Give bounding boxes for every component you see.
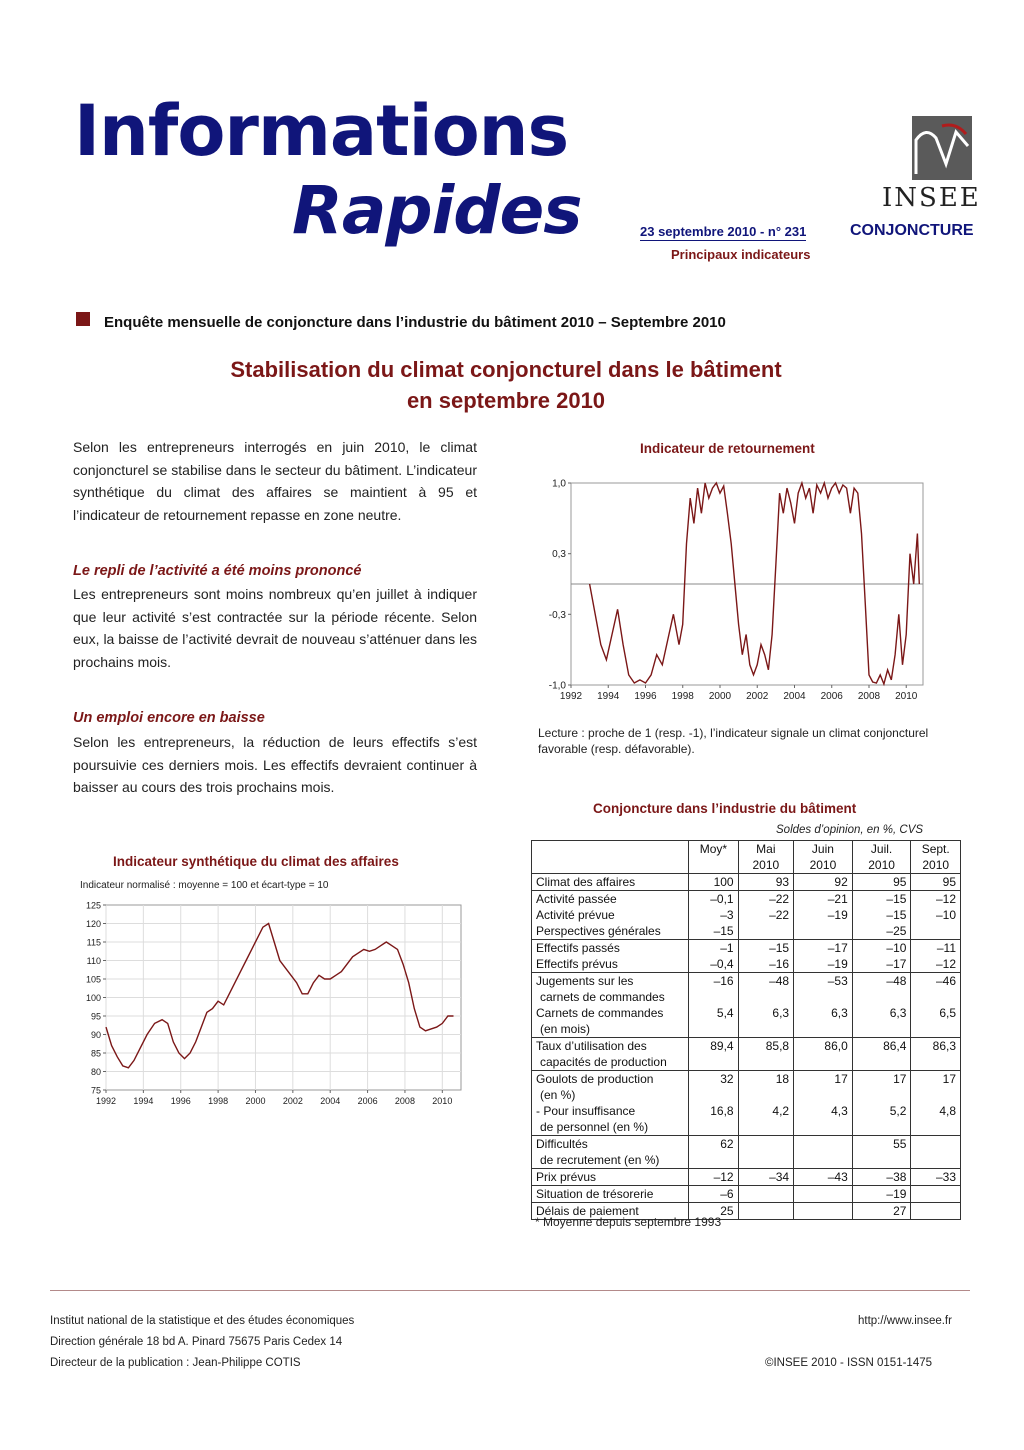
cell-value — [738, 1203, 794, 1220]
chart2-title: Indicateur synthétique du climat des affaires — [113, 854, 399, 869]
cell-value — [911, 1186, 961, 1203]
x-tick-label: 2006 — [357, 1096, 378, 1106]
column-header-year: 2010 — [752, 858, 780, 872]
y-tick-label: 115 — [86, 937, 101, 948]
cell-value: 5,2 — [852, 1103, 911, 1136]
cell-value: 92 — [794, 874, 853, 891]
cell-value: 55 — [852, 1136, 911, 1169]
cell-value: 4,2 — [738, 1103, 794, 1136]
y-tick-label: 95 — [90, 1011, 101, 1022]
row-label: Carnets de commandes (en mois) — [532, 1005, 689, 1038]
section1-paragraph: Les entrepreneurs sont moins nombreux qu’en juillet à indiquer que leur activité s’est contractée sur la période récente. Selon eux, la baisse de l’activité devrait de nouveau s’atténuer dans les prochains mois. — [73, 586, 477, 670]
table-row — [532, 1071, 961, 1104]
cell-value: –12 — [689, 1169, 738, 1186]
chart2-subtitle: Indicateur normalisé : moyenne = 100 et écart-type = 10 — [80, 880, 329, 891]
table-row — [532, 1186, 961, 1203]
issue-date: 23 septembre 2010 - n° 231 — [640, 224, 807, 239]
cell-value — [794, 1136, 853, 1169]
chart1-title: Indicateur de retournement — [640, 441, 815, 456]
y-tick-label: -0,3 — [548, 609, 566, 621]
cell-value: –22 — [738, 891, 794, 908]
org-name: INSEE — [882, 183, 981, 213]
x-tick-label: 2002 — [746, 691, 769, 702]
row-label: Activité passée — [532, 891, 689, 908]
cell-value: –19 — [794, 956, 853, 973]
table-footnote: * Moyenne depuis septembre 1993 — [535, 1215, 722, 1229]
x-tick-label: 2000 — [708, 691, 732, 702]
cell-value: 95 — [911, 874, 961, 891]
y-tick-label: -1,0 — [548, 680, 566, 692]
x-tick-label: 1992 — [95, 1096, 117, 1106]
cell-value: 93 — [738, 874, 794, 891]
cell-value — [738, 1186, 794, 1203]
column-header — [532, 841, 689, 874]
section2-heading: Un emploi encore en baisse — [73, 710, 265, 726]
footer-director: Directeur de la publication : Jean-Philippe COTIS — [50, 1357, 301, 1369]
cell-value: –6 — [689, 1186, 738, 1203]
series-name: Principaux indicateurs — [671, 247, 811, 262]
cell-value: 17 — [911, 1071, 961, 1104]
section-name: CONJONCTURE — [850, 222, 974, 239]
cell-value: –10 — [852, 940, 911, 957]
cell-value — [794, 1186, 853, 1203]
cell-value: –0,1 — [689, 891, 738, 908]
insee-logo-icon — [912, 116, 972, 180]
y-tick-label: 100 — [85, 993, 101, 1003]
cell-value — [911, 923, 961, 940]
footer-institute: Institut national de la statistique et des études économiques — [50, 1315, 355, 1327]
column-header-line: Juil. — [870, 842, 893, 856]
x-tick-label: 1996 — [170, 1096, 191, 1106]
chart1-reading-note: Lecture : proche de 1 (resp. -1), l’indicateur signale un climat conjoncturel favorable (resp. défavorable). — [538, 726, 929, 756]
column-header — [794, 841, 853, 874]
intro-paragraph: Selon les entrepreneurs interrogés en juin 2010, le climat conjoncturel se stabilise dans le secteur du bâtiment. L’indicateur synthétique du climat des affaires se maintient à 95 et l’indicateur de retournement repasse en zone neutre. — [73, 439, 477, 523]
table-row — [532, 956, 961, 973]
cell-value: 4,3 — [794, 1103, 853, 1136]
series-line — [106, 924, 454, 1068]
chart-retournement — [535, 472, 930, 712]
cell-value: –10 — [911, 907, 961, 923]
x-tick-label: 2002 — [282, 1096, 303, 1106]
row-label: Climat des affaires — [532, 874, 689, 891]
row-label: Délais de paiement — [532, 1203, 689, 1220]
cell-value: –3 — [689, 907, 738, 923]
cell-value: 27 — [852, 1203, 911, 1220]
table-row — [532, 907, 961, 923]
cell-value: 62 — [689, 1136, 738, 1169]
column-header-line: Mai — [756, 842, 776, 856]
cell-value: –48 — [738, 973, 794, 1006]
x-tick-label: 1998 — [208, 1096, 229, 1106]
row-label: Prix prévus — [532, 1169, 689, 1186]
y-tick-label: 80 — [90, 1067, 101, 1077]
y-tick-label: 120 — [85, 919, 101, 929]
cell-value: 89,4 — [689, 1038, 738, 1071]
row-label: Perspectives générales — [532, 923, 689, 940]
cell-value: –25 — [852, 923, 911, 940]
cell-value — [911, 1203, 961, 1220]
cell-value: –22 — [738, 907, 794, 923]
cell-value: –46 — [911, 973, 961, 1006]
column-header — [689, 841, 738, 874]
x-tick-label: 1996 — [634, 691, 657, 702]
cell-value: –16 — [689, 973, 738, 1006]
cell-value: –15 — [852, 907, 911, 923]
table-row — [532, 923, 961, 940]
section1-heading: Le repli de l’activité a été moins prononcé — [73, 563, 362, 579]
table-row — [532, 1136, 961, 1169]
footer-address: Direction générale 18 bd A. Pinard 75675 Paris Cedex 14 — [50, 1336, 343, 1348]
y-tick-label: 125 — [85, 900, 101, 911]
cell-value: 86,4 — [852, 1038, 911, 1071]
column-header-year: 2010 — [809, 858, 837, 872]
row-label: Effectifs prévus — [532, 956, 689, 973]
table-title: Conjoncture dans l’industrie du bâtiment — [593, 801, 857, 816]
y-tick-label: 105 — [85, 974, 101, 985]
table-row — [532, 1005, 961, 1038]
x-tick-label: 1992 — [559, 691, 583, 702]
row-label: Difficultés de recrutement (en %) — [532, 1136, 689, 1169]
headline-line-2: en septembre 2010 — [406, 388, 606, 413]
table-row — [532, 1038, 961, 1071]
column-header-line: Sept. — [921, 842, 950, 856]
cell-value: –15 — [852, 891, 911, 908]
footer-url[interactable]: http://www.insee.fr — [858, 1315, 952, 1327]
cell-value: 6,3 — [738, 1005, 794, 1038]
y-tick-label: 0,3 — [552, 549, 566, 561]
cell-value: –12 — [911, 956, 961, 973]
cell-value: –48 — [852, 973, 911, 1006]
cell-value: –17 — [794, 940, 853, 957]
table-row — [532, 940, 961, 957]
cell-value: –12 — [911, 891, 961, 908]
x-tick-label: 2006 — [820, 691, 843, 702]
cell-value: 32 — [689, 1071, 738, 1104]
column-header — [738, 841, 794, 874]
x-tick-label: 2000 — [245, 1096, 266, 1106]
table-row — [532, 973, 961, 1006]
column-header-year — [536, 841, 684, 857]
cell-value: –19 — [852, 1186, 911, 1203]
cell-value: 6,5 — [911, 1005, 961, 1038]
cell-value: 5,4 — [689, 1005, 738, 1038]
cell-value — [911, 1136, 961, 1169]
cell-value — [794, 1203, 853, 1220]
y-tick-label: 110 — [86, 956, 101, 966]
cell-value: –34 — [738, 1169, 794, 1186]
table-header-row — [532, 841, 961, 874]
column-header-year: 2010 — [922, 858, 950, 872]
x-tick-label: 1994 — [597, 691, 620, 702]
section2-paragraph: Selon les entrepreneurs, la réduction de leurs effectifs s’est poursuivie ces derniers mois. Les effectifs devraient continuer à baisser au cours des trois prochains mois. — [73, 734, 477, 795]
cell-value: 18 — [738, 1071, 794, 1104]
cell-value: –53 — [794, 973, 853, 1006]
cell-value — [794, 923, 853, 940]
cell-value: –15 — [689, 923, 738, 940]
row-label: Effectifs passés — [532, 940, 689, 957]
table-row — [532, 891, 961, 908]
column-header — [852, 841, 911, 874]
cell-value — [738, 923, 794, 940]
cell-value: –17 — [852, 956, 911, 973]
cell-value: 16,8 — [689, 1103, 738, 1136]
cell-value: 17 — [794, 1071, 853, 1104]
row-label: Activité prévue — [532, 907, 689, 923]
column-header-year — [693, 857, 733, 873]
headline — [150, 354, 862, 416]
footer-copyright: ©INSEE 2010 - ISSN 0151-1475 — [765, 1357, 933, 1369]
row-label: Goulots de production (en %) — [532, 1071, 689, 1104]
cell-value: 95 — [852, 874, 911, 891]
cell-value: –21 — [794, 891, 853, 908]
row-label: Jugements sur les carnets de commandes — [532, 973, 689, 1006]
x-tick-label: 2010 — [895, 691, 918, 702]
y-tick-label: 1,0 — [552, 478, 566, 490]
row-label: Situation de trésorerie — [532, 1186, 689, 1203]
cell-value: 6,3 — [852, 1005, 911, 1038]
conjoncture-table — [531, 840, 961, 1220]
y-tick-label: 90 — [90, 1030, 101, 1040]
bullet-square-icon — [76, 312, 90, 326]
chart-climat-affaires — [70, 895, 470, 1115]
column-header — [911, 841, 961, 874]
y-tick-label: 85 — [90, 1048, 101, 1059]
cell-value: –16 — [738, 956, 794, 973]
cell-value: –38 — [852, 1169, 911, 1186]
table-row — [532, 1169, 961, 1186]
cell-value: –0,4 — [689, 956, 738, 973]
x-tick-label: 2004 — [783, 691, 806, 702]
cell-value: 4,8 — [911, 1103, 961, 1136]
x-tick-label: 2008 — [394, 1096, 415, 1106]
footer-divider — [50, 1290, 970, 1291]
survey-title: Enquête mensuelle de conjoncture dans l’industrie du bâtiment 2010 – Septembre 2010 — [104, 314, 726, 331]
headline-line-1: Stabilisation du climat conjoncturel dans le bâtiment — [230, 357, 782, 382]
column-header-line: Moy* — [699, 842, 728, 856]
column-header-year: 2010 — [868, 858, 895, 872]
cell-value: –33 — [911, 1169, 961, 1186]
row-label: Taux d’utilisation des capacités de production — [532, 1038, 689, 1071]
cell-value: –19 — [794, 907, 853, 923]
publication-subtitle: Rapides — [292, 172, 582, 249]
table-row — [532, 874, 961, 891]
cell-value: 86,3 — [911, 1038, 961, 1071]
x-tick-label: 2004 — [320, 1096, 341, 1106]
cell-value: 17 — [852, 1071, 911, 1104]
x-tick-label: 2008 — [857, 691, 881, 702]
table-row — [532, 1103, 961, 1136]
cell-value — [738, 1136, 794, 1169]
publication-title: Informations — [74, 90, 569, 172]
cell-value: –11 — [911, 940, 961, 957]
x-tick-label: 1998 — [671, 691, 694, 702]
cell-value: –15 — [738, 940, 794, 957]
cell-value: 100 — [689, 874, 738, 891]
column-header-line: Juin — [811, 842, 834, 856]
x-tick-label: 1994 — [133, 1096, 154, 1106]
cell-value: 86,0 — [794, 1038, 853, 1071]
table-unit: Soldes d’opinion, en %, CVS — [776, 824, 924, 836]
cell-value: 6,3 — [794, 1005, 853, 1038]
cell-value: 25 — [689, 1203, 738, 1220]
cell-value: –43 — [794, 1169, 853, 1186]
x-tick-label: 2010 — [432, 1096, 453, 1106]
cell-value: 85,8 — [738, 1038, 794, 1071]
cell-value: –1 — [689, 940, 738, 957]
row-label: - Pour insuffisance de personnel (en %) — [532, 1103, 689, 1136]
y-tick-label: 75 — [90, 1085, 101, 1096]
